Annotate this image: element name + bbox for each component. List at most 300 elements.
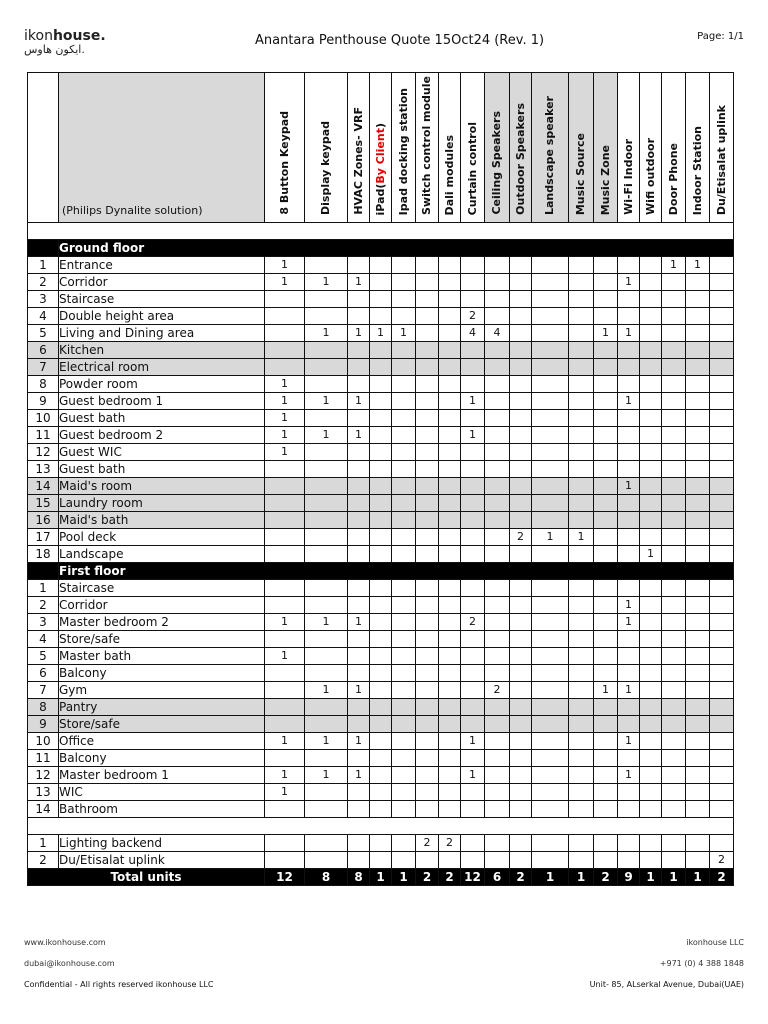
- quantity-cell: [510, 716, 532, 733]
- quantity-cell: 1: [348, 393, 370, 410]
- quantity-cell: [305, 410, 348, 427]
- quantity-cell: [485, 784, 510, 801]
- quantity-cell: [305, 580, 348, 597]
- quantity-cell: [305, 257, 348, 274]
- quantity-cell: [370, 512, 392, 529]
- quantity-cell: [710, 410, 734, 427]
- quantity-cell: [640, 597, 662, 614]
- quantity-cell: [392, 308, 416, 325]
- logo-english: [24, 30, 106, 43]
- quantity-cell: 1: [305, 733, 348, 750]
- quantity-cell: [594, 699, 618, 716]
- quantity-cell: [416, 733, 439, 750]
- quantity-cell: [392, 393, 416, 410]
- quantity-cell: 1: [348, 325, 370, 342]
- quantity-cell: [532, 750, 569, 767]
- quantity-cell: [305, 801, 348, 818]
- column-header-label: Indoor Station: [690, 125, 704, 215]
- quantity-cell: [510, 580, 532, 597]
- quantity-cell: [532, 342, 569, 359]
- quantity-cell: [485, 529, 510, 546]
- quantity-cell: [710, 308, 734, 325]
- column-header-row: [28, 73, 734, 223]
- quantity-cell: [686, 580, 710, 597]
- quantity-cell: [370, 308, 392, 325]
- quantity-cell: [439, 529, 461, 546]
- quantity-cell: [532, 376, 569, 393]
- total-cell: 6: [485, 869, 510, 886]
- quantity-cell: [392, 478, 416, 495]
- quantity-cell: [686, 682, 710, 699]
- column-header-label: 8 Button Keypad: [277, 111, 291, 215]
- footer-address: Unit- 85, ALserkal Avenue, Dubai(UAE): [589, 980, 744, 989]
- quantity-cell: 1: [618, 274, 640, 291]
- quantity-cell: [370, 614, 392, 631]
- quantity-cell: [686, 461, 710, 478]
- quantity-cell: [662, 733, 686, 750]
- quantity-cell: [305, 835, 348, 852]
- quantity-cell: [370, 716, 392, 733]
- quantity-cell: [392, 291, 416, 308]
- quantity-cell: [569, 359, 594, 376]
- quantity-cell: [569, 308, 594, 325]
- quantity-cell: [392, 274, 416, 291]
- quantity-cell: [662, 716, 686, 733]
- quantity-cell: [461, 682, 485, 699]
- quantity-cell: 1: [640, 546, 662, 563]
- quantity-cell: [662, 665, 686, 682]
- quantity-cell: [439, 614, 461, 631]
- quantity-cell: [439, 648, 461, 665]
- quantity-cell: [710, 546, 734, 563]
- column-header: [439, 73, 461, 223]
- room-name: Laundry room: [59, 495, 265, 512]
- quantity-cell: [392, 512, 416, 529]
- quantity-cell: [662, 529, 686, 546]
- quantity-cell: [265, 359, 305, 376]
- table-row: [28, 852, 734, 869]
- quantity-cell: [640, 478, 662, 495]
- quantity-cell: [662, 342, 686, 359]
- quantity-cell: [305, 699, 348, 716]
- quantity-cell: [686, 699, 710, 716]
- quantity-cell: [710, 291, 734, 308]
- quantity-cell: [510, 614, 532, 631]
- quantity-cell: [510, 835, 532, 852]
- quantity-cell: [640, 750, 662, 767]
- quantity-cell: [485, 750, 510, 767]
- quantity-cell: 1: [265, 427, 305, 444]
- quantity-cell: [461, 699, 485, 716]
- quantity-cell: [532, 393, 569, 410]
- quantity-cell: 1: [618, 614, 640, 631]
- quantity-cell: 1: [618, 325, 640, 342]
- total-row: [28, 869, 734, 886]
- row-number: 18: [28, 546, 59, 563]
- quantity-cell: [569, 461, 594, 478]
- quantity-cell: [686, 546, 710, 563]
- quantity-cell: [510, 631, 532, 648]
- quantity-cell: [265, 529, 305, 546]
- quantity-cell: 1: [305, 767, 348, 784]
- quantity-cell: [416, 274, 439, 291]
- quantity-cell: [416, 308, 439, 325]
- row-number: 11: [28, 750, 59, 767]
- quantity-cell: [532, 478, 569, 495]
- quantity-cell: [416, 393, 439, 410]
- quantity-cell: [485, 410, 510, 427]
- quantity-cell: [461, 801, 485, 818]
- quantity-cell: [532, 427, 569, 444]
- column-header: [265, 73, 305, 223]
- spacer-cell: [28, 818, 734, 835]
- quantity-cell: [618, 444, 640, 461]
- quantity-cell: [416, 478, 439, 495]
- quantity-cell: [640, 376, 662, 393]
- quantity-cell: [618, 716, 640, 733]
- quantity-cell: [485, 427, 510, 444]
- row-number: 13: [28, 784, 59, 801]
- room-name: Maid's bath: [59, 512, 265, 529]
- quantity-cell: [439, 376, 461, 393]
- quantity-cell: [348, 257, 370, 274]
- column-header-label: Switch control module: [420, 76, 433, 215]
- quantity-cell: [439, 461, 461, 478]
- quantity-cell: [461, 257, 485, 274]
- quantity-cell: [348, 495, 370, 512]
- quantity-cell: [265, 495, 305, 512]
- spacer-row: [28, 818, 734, 835]
- quantity-cell: 1: [370, 325, 392, 342]
- quantity-cell: [640, 529, 662, 546]
- quantity-cell: [662, 495, 686, 512]
- quantity-cell: [686, 512, 710, 529]
- quantity-cell: 1: [461, 427, 485, 444]
- quantity-cell: [510, 852, 532, 869]
- quantity-cell: [710, 699, 734, 716]
- quantity-cell: [510, 665, 532, 682]
- quantity-cell: [485, 614, 510, 631]
- quantity-cell: [569, 376, 594, 393]
- quantity-cell: [510, 767, 532, 784]
- quantity-cell: [640, 648, 662, 665]
- row-number: 6: [28, 665, 59, 682]
- quantity-cell: 1: [461, 393, 485, 410]
- quantity-cell: [710, 614, 734, 631]
- table-row: [28, 784, 734, 801]
- table-row: [28, 580, 734, 597]
- quantity-cell: [416, 512, 439, 529]
- table-row: [28, 495, 734, 512]
- quantity-cell: [416, 852, 439, 869]
- quantity-cell: [686, 376, 710, 393]
- total-cell: 12: [265, 869, 305, 886]
- quantity-cell: [305, 359, 348, 376]
- quantity-cell: 1: [348, 682, 370, 699]
- quantity-cell: [710, 274, 734, 291]
- quantity-cell: [594, 631, 618, 648]
- room-name: Guest bedroom 1: [59, 393, 265, 410]
- column-header-label: Display keypad: [319, 121, 332, 215]
- quantity-cell: [510, 393, 532, 410]
- room-name: Bathroom: [59, 801, 265, 818]
- quantity-cell: 1: [594, 682, 618, 699]
- table-row: [28, 410, 734, 427]
- quantity-cell: [710, 750, 734, 767]
- quantity-cell: [439, 546, 461, 563]
- quantity-cell: [569, 478, 594, 495]
- quantity-cell: [392, 733, 416, 750]
- quantity-cell: [348, 308, 370, 325]
- room-name: Powder room: [59, 376, 265, 393]
- quantity-cell: [348, 529, 370, 546]
- quantity-cell: [569, 325, 594, 342]
- footer-phone: +971 (0) 4 388 1848: [659, 959, 744, 968]
- room-name: Landscape: [59, 546, 265, 563]
- row-number: 10: [28, 410, 59, 427]
- table-row: [28, 716, 734, 733]
- quantity-cell: [461, 580, 485, 597]
- table-row: [28, 546, 734, 563]
- quantity-cell: [662, 478, 686, 495]
- column-header-label: Landscape speaker: [543, 95, 556, 215]
- quantity-cell: [662, 648, 686, 665]
- quantity-cell: [392, 716, 416, 733]
- quantity-cell: [618, 784, 640, 801]
- label-part: iPad(: [373, 183, 387, 215]
- quantity-cell: [569, 767, 594, 784]
- table-row: [28, 512, 734, 529]
- quantity-cell: [569, 410, 594, 427]
- quantity-cell: [265, 461, 305, 478]
- row-number: 14: [28, 478, 59, 495]
- quantity-cell: [710, 801, 734, 818]
- footer-email[interactable]: dubai@ikonhouse.com: [24, 959, 115, 968]
- quantity-cell: [532, 614, 569, 631]
- quantity-cell: 1: [305, 682, 348, 699]
- quantity-cell: [662, 325, 686, 342]
- quantity-cell: [485, 291, 510, 308]
- quantity-cell: [510, 308, 532, 325]
- quantity-cell: [461, 631, 485, 648]
- quantity-cell: [416, 376, 439, 393]
- quantity-cell: 1: [569, 529, 594, 546]
- quantity-cell: [640, 291, 662, 308]
- row-number: 2: [28, 852, 59, 869]
- quantity-cell: [348, 546, 370, 563]
- table-row: [28, 750, 734, 767]
- quantity-cell: [439, 274, 461, 291]
- quantity-cell: [265, 291, 305, 308]
- quantity-cell: [461, 461, 485, 478]
- quantity-cell: [461, 546, 485, 563]
- quantity-cell: [686, 291, 710, 308]
- row-number: 4: [28, 631, 59, 648]
- quantity-cell: [485, 274, 510, 291]
- quantity-cell: [439, 291, 461, 308]
- quantity-cell: [594, 359, 618, 376]
- quantity-cell: [416, 614, 439, 631]
- quantity-cell: 1: [662, 257, 686, 274]
- quantity-cell: 1: [618, 767, 640, 784]
- quantity-cell: [686, 648, 710, 665]
- quantity-cell: [569, 580, 594, 597]
- quantity-cell: 1: [348, 767, 370, 784]
- row-number: 5: [28, 648, 59, 665]
- quantity-cell: [265, 716, 305, 733]
- quantity-cell: [618, 835, 640, 852]
- quantity-cell: 2: [485, 682, 510, 699]
- quantity-cell: [532, 359, 569, 376]
- quantity-cell: [594, 665, 618, 682]
- quantity-cell: [532, 546, 569, 563]
- quantity-cell: [370, 427, 392, 444]
- quantity-cell: [485, 478, 510, 495]
- quantity-cell: [594, 580, 618, 597]
- quantity-cell: [640, 699, 662, 716]
- row-number: 4: [28, 308, 59, 325]
- table-row: [28, 478, 734, 495]
- quantity-cell: [461, 852, 485, 869]
- quantity-cell: [348, 852, 370, 869]
- quantity-cell: [532, 665, 569, 682]
- total-cell: 2: [594, 869, 618, 886]
- quantity-cell: [640, 342, 662, 359]
- quantity-cell: [392, 546, 416, 563]
- row-number: 12: [28, 767, 59, 784]
- quantity-cell: 2: [461, 308, 485, 325]
- room-name: Guest bath: [59, 410, 265, 427]
- quantity-cell: [439, 444, 461, 461]
- quantity-cell: [416, 529, 439, 546]
- quantity-cell: [416, 767, 439, 784]
- room-name: Master bedroom 2: [59, 614, 265, 631]
- footer-website[interactable]: www.ikonhouse.com: [24, 938, 106, 947]
- quantity-cell: [485, 359, 510, 376]
- quantity-cell: [710, 631, 734, 648]
- quantity-cell: [485, 393, 510, 410]
- quantity-cell: [640, 359, 662, 376]
- quantity-cell: [569, 427, 594, 444]
- quantity-cell: [569, 257, 594, 274]
- quantity-cell: [640, 631, 662, 648]
- quantity-cell: [594, 512, 618, 529]
- quantity-cell: [370, 257, 392, 274]
- quantity-cell: [392, 444, 416, 461]
- quantity-cell: [594, 461, 618, 478]
- quantity-cell: [461, 750, 485, 767]
- quantity-cell: [686, 308, 710, 325]
- quantity-cell: [662, 393, 686, 410]
- quantity-cell: [532, 699, 569, 716]
- table-row: [28, 393, 734, 410]
- quantity-cell: [569, 835, 594, 852]
- quantity-cell: [485, 546, 510, 563]
- row-number: 16: [28, 512, 59, 529]
- row-number: 14: [28, 801, 59, 818]
- quantity-cell: [569, 512, 594, 529]
- quantity-cell: [265, 750, 305, 767]
- quantity-cell: [569, 801, 594, 818]
- quantity-cell: [510, 257, 532, 274]
- quantity-cell: 1: [461, 767, 485, 784]
- quantity-cell: [416, 257, 439, 274]
- quantity-cell: [461, 410, 485, 427]
- quantity-cell: [461, 376, 485, 393]
- quantity-cell: [710, 495, 734, 512]
- quantity-cell: [265, 597, 305, 614]
- quantity-cell: [594, 614, 618, 631]
- quantity-cell: [532, 767, 569, 784]
- quantity-cell: [461, 835, 485, 852]
- quantity-cell: [618, 461, 640, 478]
- quantity-cell: [710, 767, 734, 784]
- quantity-cell: [439, 325, 461, 342]
- quantity-cell: [510, 495, 532, 512]
- room-name: Staircase: [59, 580, 265, 597]
- quantity-cell: [662, 852, 686, 869]
- quantity-cell: [662, 767, 686, 784]
- room-name: Maid's room: [59, 478, 265, 495]
- quantity-cell: [370, 529, 392, 546]
- quantity-cell: [370, 461, 392, 478]
- quantity-cell: [640, 682, 662, 699]
- quantity-cell: [662, 614, 686, 631]
- quantity-cell: [686, 342, 710, 359]
- quantity-cell: [618, 427, 640, 444]
- column-header-label: Ipad docking station: [396, 87, 410, 215]
- quantity-cell: [618, 529, 640, 546]
- spacer-row: [28, 223, 734, 240]
- quantity-cell: [569, 274, 594, 291]
- quantity-cell: [594, 733, 618, 750]
- quantity-cell: [416, 801, 439, 818]
- row-number: 2: [28, 274, 59, 291]
- row-number: 13: [28, 461, 59, 478]
- quantity-cell: [594, 750, 618, 767]
- quantity-cell: [416, 750, 439, 767]
- quantity-cell: [569, 291, 594, 308]
- row-number: 12: [28, 444, 59, 461]
- column-header-label: Curtain control: [465, 121, 479, 215]
- quantity-cell: [461, 478, 485, 495]
- quantity-cell: [618, 546, 640, 563]
- quantity-cell: [662, 359, 686, 376]
- quantity-cell: [640, 410, 662, 427]
- quantity-cell: [461, 274, 485, 291]
- row-number: 9: [28, 716, 59, 733]
- table-row: [28, 376, 734, 393]
- quantity-cell: [439, 478, 461, 495]
- room-name: Store/safe: [59, 631, 265, 648]
- quantity-cell: [686, 427, 710, 444]
- quantity-cell: [618, 257, 640, 274]
- quantity-cell: [710, 665, 734, 682]
- quantity-cell: [686, 495, 710, 512]
- quantity-cell: 1: [348, 427, 370, 444]
- quantity-cell: [532, 461, 569, 478]
- quantity-cell: [461, 648, 485, 665]
- quantity-cell: [710, 512, 734, 529]
- quantity-cell: 1: [594, 325, 618, 342]
- quantity-cell: [370, 580, 392, 597]
- quantity-cell: [686, 665, 710, 682]
- quantity-cell: [485, 597, 510, 614]
- quantity-cell: [710, 529, 734, 546]
- quantity-cell: [532, 852, 569, 869]
- room-name: Master bath: [59, 648, 265, 665]
- spacer-cell: [28, 223, 734, 240]
